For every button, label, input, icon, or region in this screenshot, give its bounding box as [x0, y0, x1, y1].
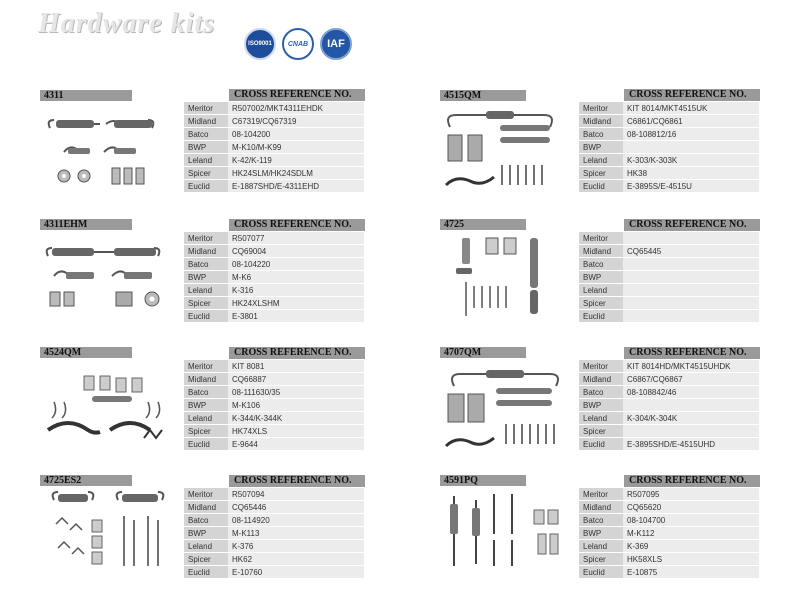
- hardware-kit-photo: [44, 488, 174, 576]
- cross-reference-header: CROSS REFERENCE NO.: [624, 89, 760, 101]
- cnab-certification-logo: CNAB: [282, 28, 314, 60]
- hardware-kit-photo: [40, 240, 170, 312]
- table-row: Euclid: [579, 310, 759, 323]
- table-row: Euclid E-9644: [184, 438, 364, 451]
- table-row: BWP: [579, 399, 759, 412]
- cross-reference-table: [579, 232, 759, 323]
- table-row: Midland CQ65446: [184, 501, 364, 514]
- table-row: BWP M-K113: [184, 527, 364, 540]
- table-row: Batco 08-104700: [579, 514, 759, 527]
- table-row: Batco 08-114920: [184, 514, 364, 527]
- table-row: Leland K-369: [579, 540, 759, 553]
- table-row: Leland: [579, 284, 759, 297]
- table-row: Batco 08-108812/16: [579, 128, 759, 141]
- table-row: Midland C67319/CQ67319: [184, 115, 364, 128]
- table-row: Meritor KIT 8014HD/MKT4515UHDK: [579, 360, 759, 373]
- cross-reference-header: CROSS REFERENCE NO.: [229, 89, 365, 101]
- table-row: Leland K-42/K-119: [184, 154, 364, 167]
- table-row: Batco 08-104220: [184, 258, 364, 271]
- table-row: Leland K-344/K-344K: [184, 412, 364, 425]
- kit-code-label: 4591PQ: [440, 475, 526, 486]
- table-row: Meritor R507095: [579, 488, 759, 501]
- table-row: Meritor KIT 8081: [184, 360, 364, 373]
- table-row: Batco 08-108842/46: [579, 386, 759, 399]
- table-row: Midland CQ65445: [579, 245, 759, 258]
- table-row: Meritor R507094: [184, 488, 364, 501]
- kit-code-label: 4725ES2: [40, 475, 132, 486]
- hardware-kit-photo: [44, 110, 164, 190]
- cross-reference-table: [184, 488, 364, 579]
- table-row: Leland K-303/K-303K: [579, 154, 759, 167]
- table-row: Leland K-304/K-304K: [579, 412, 759, 425]
- table-row: Meritor: [579, 232, 759, 245]
- cross-reference-header: CROSS REFERENCE NO.: [624, 347, 760, 359]
- table-row: Leland K-376: [184, 540, 364, 553]
- table-row: Spicer: [579, 425, 759, 438]
- table-row: Euclid E-3895SHD/E-4515UHD: [579, 438, 759, 451]
- table-row: BWP M-K10/M-K99: [184, 141, 364, 154]
- table-row: Euclid E-10875: [579, 566, 759, 579]
- page-title: Hardware kits: [38, 8, 216, 39]
- table-row: BWP M-K6: [184, 271, 364, 284]
- cross-reference-table: [579, 488, 759, 579]
- kit-code-label: 4515QM: [440, 90, 526, 101]
- cross-reference-table: [579, 360, 759, 451]
- table-row: Midland CQ66887: [184, 373, 364, 386]
- table-row: Batco 08-104200: [184, 128, 364, 141]
- table-row: BWP M-K112: [579, 527, 759, 540]
- table-row: Spicer HK24SLM/HK24SDLM: [184, 167, 364, 180]
- table-row: Meritor R507077: [184, 232, 364, 245]
- hardware-kit-photo: [452, 232, 562, 324]
- table-row: Meritor KIT 8014/MKT4515UK: [579, 102, 759, 115]
- cross-reference-header: CROSS REFERENCE NO.: [229, 475, 365, 487]
- cross-reference-table: [184, 360, 364, 451]
- table-row: Spicer HK38: [579, 167, 759, 180]
- kit-code-label: 4707QM: [440, 347, 526, 358]
- table-row: Spicer: [579, 297, 759, 310]
- kit-code-label: 4311EHM: [40, 219, 132, 230]
- table-row: Euclid E-3801: [184, 310, 364, 323]
- cross-reference-header: CROSS REFERENCE NO.: [229, 347, 365, 359]
- table-row: Euclid E-1887SHD/E-4311EHD: [184, 180, 364, 193]
- table-row: BWP: [579, 271, 759, 284]
- cross-reference-table: [184, 232, 364, 323]
- table-row: Spicer HK24XLSHM: [184, 297, 364, 310]
- iaf-certification-logo: IAF: [320, 28, 352, 60]
- table-row: Batco: [579, 258, 759, 271]
- kit-code-label: 4311: [40, 90, 132, 101]
- table-row: Leland K-316: [184, 284, 364, 297]
- iso-certification-logo: ISO9001: [244, 28, 276, 60]
- kit-code-label: 4725: [440, 219, 526, 230]
- cross-reference-table: [579, 102, 759, 193]
- table-row: Midland C6861/CQ6861: [579, 115, 759, 128]
- table-row: Euclid E-10760: [184, 566, 364, 579]
- table-row: Spicer HK58XLS: [579, 553, 759, 566]
- cross-reference-header: CROSS REFERENCE NO.: [229, 219, 365, 231]
- cross-reference-table: [184, 102, 364, 193]
- cross-reference-header: CROSS REFERENCE NO.: [624, 475, 760, 487]
- table-row: Batco 08-111630/35: [184, 386, 364, 399]
- table-row: BWP: [579, 141, 759, 154]
- table-row: Spicer HK74XLS: [184, 425, 364, 438]
- table-row: Spicer HK62: [184, 553, 364, 566]
- table-row: Euclid E-3895S/E-4515U: [579, 180, 759, 193]
- table-row: Midland CQ69004: [184, 245, 364, 258]
- table-row: Midland C6867/CQ6867: [579, 373, 759, 386]
- kit-code-label: 4524QM: [40, 347, 132, 358]
- table-row: Midland CQ65620: [579, 501, 759, 514]
- hardware-kit-photo: [44, 372, 169, 442]
- cross-reference-header: CROSS REFERENCE NO.: [624, 219, 760, 231]
- hardware-kit-photo: [440, 105, 570, 195]
- hardware-kit-photo: [446, 488, 566, 576]
- table-row: Meritor R507002/MKT4311EHDK: [184, 102, 364, 115]
- table-row: BWP M-K106: [184, 399, 364, 412]
- hardware-kit-photo: [440, 366, 570, 456]
